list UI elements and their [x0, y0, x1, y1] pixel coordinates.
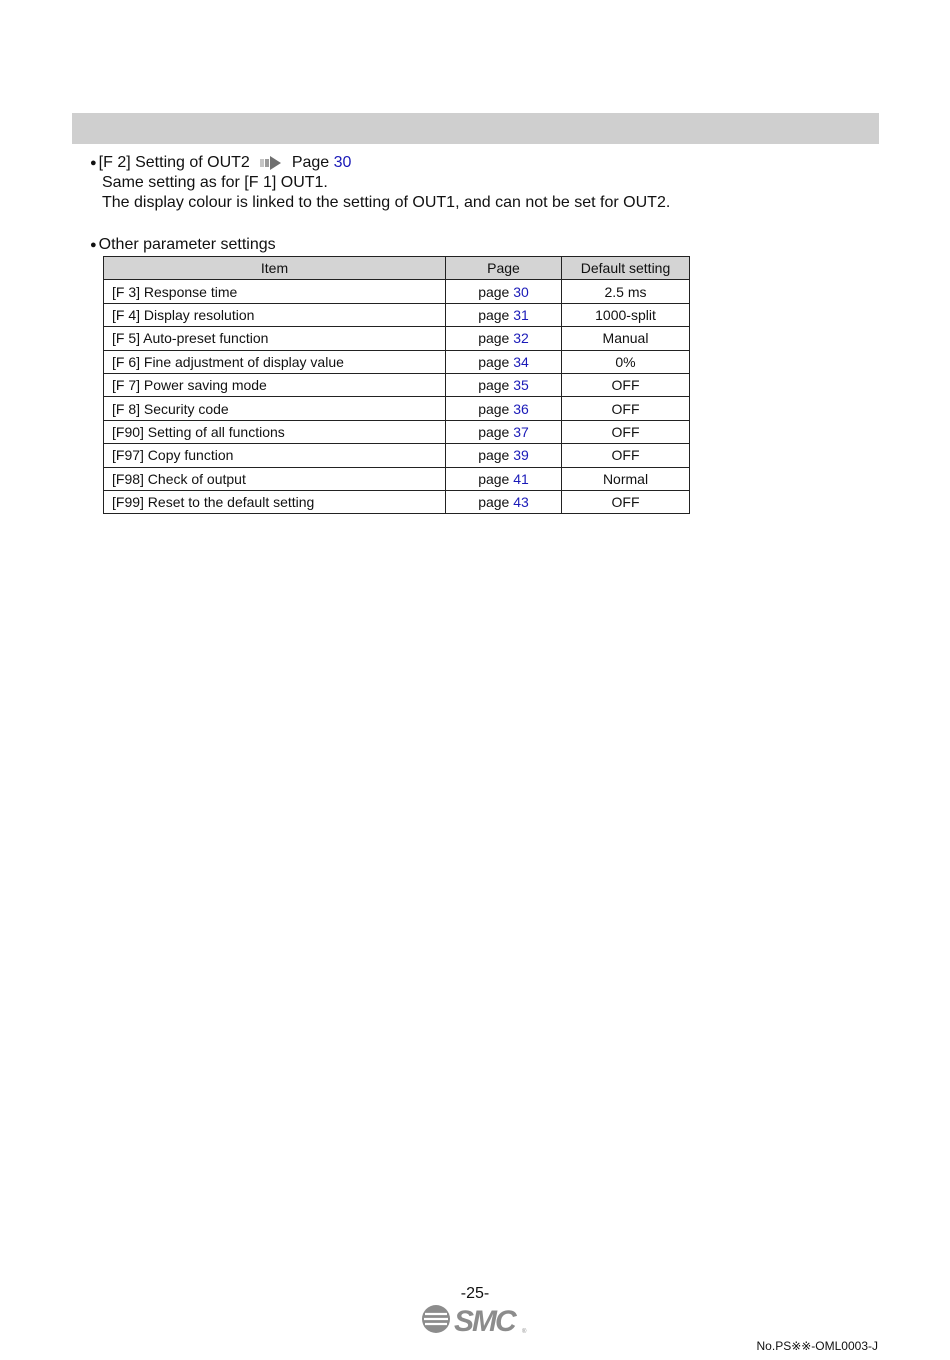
row-page[interactable] — [446, 327, 562, 350]
row-page-number[interactable]: 32 — [513, 330, 529, 347]
row-item: [F 8] Security code — [104, 397, 446, 420]
page-number: -25- — [460, 1285, 490, 1302]
row-page-number[interactable]: 39 — [513, 447, 529, 464]
other-heading — [90, 235, 276, 255]
bullet-icon: ● — [90, 157, 97, 169]
row-page-number[interactable]: 34 — [513, 353, 529, 370]
svg-text:®: ® — [522, 1329, 527, 1335]
f2-title: [F 2] Setting of OUT2 — [98, 154, 250, 171]
row-page-number[interactable]: 36 — [513, 400, 529, 417]
table-row — [104, 397, 690, 420]
arrow-right-icon — [260, 155, 282, 171]
other-title: Other parameter settings — [98, 236, 276, 253]
row-page-word: page — [478, 353, 510, 370]
table-row — [104, 350, 690, 373]
row-item: [F 6] Fine adjustment of display value — [104, 350, 446, 373]
row-item: [F98] Check of output — [104, 467, 446, 490]
row-default: Manual — [562, 327, 690, 350]
row-default: 0% — [562, 350, 690, 373]
f2-line-1: Same setting as for [F 1] OUT1. — [102, 174, 328, 191]
table-row — [104, 467, 690, 490]
row-item: [F 5] Auto-preset function — [104, 327, 446, 350]
row-default: OFF — [562, 397, 690, 420]
f2-page-word: Page — [291, 154, 330, 171]
row-page[interactable] — [446, 280, 562, 303]
f2-line-2: The display colour is linked to the setting of OUT1, and can not be set for OUT2. — [102, 194, 671, 211]
row-page-word: page — [478, 377, 510, 394]
section-header-bar — [72, 113, 879, 144]
row-page[interactable] — [446, 467, 562, 490]
row-item: [F 4] Display resolution — [104, 303, 446, 326]
bullet-icon: ● — [90, 239, 97, 251]
row-page[interactable] — [446, 397, 562, 420]
row-page-number[interactable]: 30 — [513, 283, 529, 300]
row-default: Normal — [562, 467, 690, 490]
table-row — [104, 420, 690, 443]
row-page-word: page — [478, 447, 510, 464]
row-page[interactable] — [446, 350, 562, 373]
row-item: [F 3] Response time — [104, 280, 446, 303]
parameter-table — [103, 256, 690, 514]
table-row — [104, 444, 690, 467]
header-default: Default setting — [562, 257, 690, 280]
f2-heading — [90, 153, 670, 173]
row-page[interactable] — [446, 373, 562, 396]
row-page[interactable] — [446, 444, 562, 467]
row-page-number[interactable]: 35 — [513, 377, 529, 394]
table-row — [104, 373, 690, 396]
row-item: [F90] Setting of all functions — [104, 420, 446, 443]
row-page-word: page — [478, 330, 510, 347]
row-default: OFF — [562, 420, 690, 443]
table-row — [104, 303, 690, 326]
table-row — [104, 490, 690, 513]
section-f2 — [90, 153, 670, 213]
row-default: OFF — [562, 444, 690, 467]
f2-page-ref[interactable] — [292, 153, 352, 173]
row-page-word: page — [478, 283, 510, 300]
row-default: 2.5 ms — [562, 280, 690, 303]
row-page[interactable] — [446, 420, 562, 443]
row-page-word: page — [478, 306, 510, 323]
f2-page-number[interactable]: 30 — [333, 154, 352, 171]
table-header-row — [104, 257, 690, 280]
header-item: Item — [104, 257, 446, 280]
row-page-number[interactable]: 37 — [513, 423, 529, 440]
row-item: [F99] Reset to the default setting — [104, 490, 446, 513]
document-number: No.PS※※-OML0003-J — [756, 1339, 878, 1353]
row-page-word: page — [478, 470, 510, 487]
row-page-word: page — [478, 400, 510, 417]
row-default: 1000-split — [562, 303, 690, 326]
row-page-number[interactable]: 31 — [513, 306, 529, 323]
row-page-number[interactable]: 43 — [513, 494, 529, 511]
row-page[interactable] — [446, 303, 562, 326]
row-item: [F97] Copy function — [104, 444, 446, 467]
row-page-number[interactable]: 41 — [513, 470, 529, 487]
row-page-word: page — [478, 494, 510, 511]
smc-logo — [421, 1303, 531, 1336]
row-page[interactable] — [446, 490, 562, 513]
table-row — [104, 327, 690, 350]
smc-logo-mark — [422, 1305, 527, 1336]
row-default: OFF — [562, 490, 690, 513]
header-page: Page — [446, 257, 562, 280]
row-item: [F 7] Power saving mode — [104, 373, 446, 396]
row-page-word: page — [478, 423, 510, 440]
section-other — [90, 235, 276, 255]
svg-text:SMC: SMC — [454, 1305, 515, 1336]
table-row — [104, 280, 690, 303]
row-default: OFF — [562, 373, 690, 396]
